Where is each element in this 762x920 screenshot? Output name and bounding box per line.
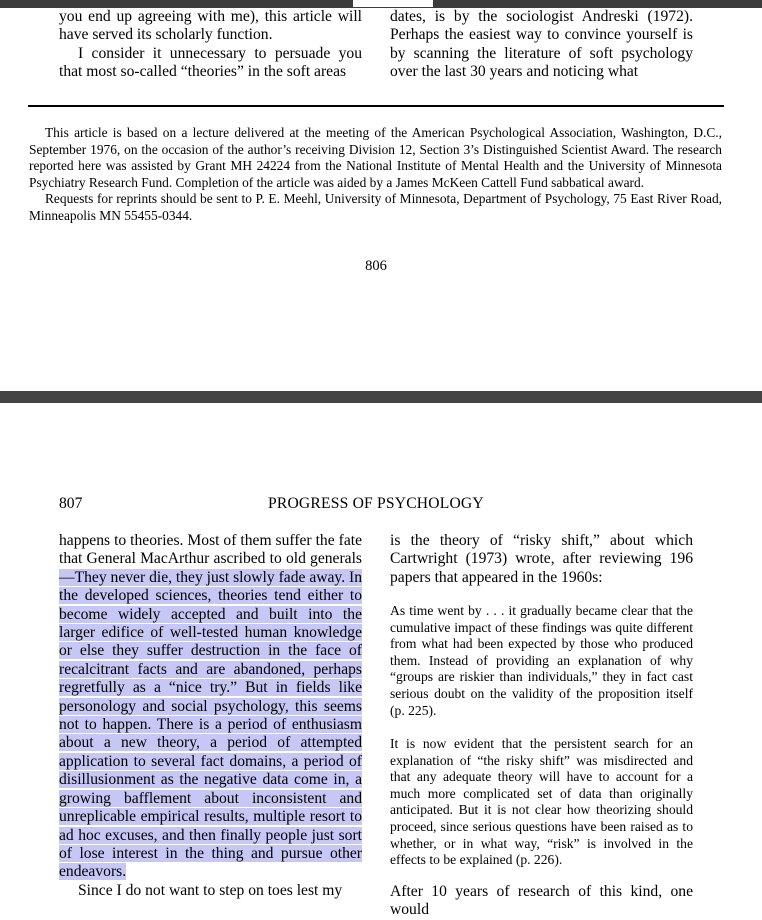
viewer-top-tab — [352, 0, 434, 8]
left-plain-text: happens to theories. Most of them suffer the fate that General MacArthur ascribed to old generals — [59, 532, 362, 568]
page-807-left-column — [59, 532, 362, 900]
page-806-left-column — [59, 8, 362, 82]
page-806 — [0, 8, 762, 391]
left-paragraph-start: I consider it unnecessary to persuade you that most so-called “theories” in the soft areas — [59, 44, 362, 81]
left-paragraph-end: you end up agreeing with me), this article will have served its scholarly function. — [59, 8, 362, 44]
page-gap — [0, 391, 762, 403]
viewer-top-bar — [0, 0, 762, 8]
footnote-acknowledgement: This article is based on a lecture delivered at the meeting of the American Psychological Association, Washington, D.C., September 1976, on the occasion of the author’s receiving Division 12, Section 3’s Distinguished Scientist Award. The research reported here was assisted by Grant MH 24224 from the National Institute of Mental Health and the University of Minnesota Psychiatry Research Fund. Completion of the article was aided by a James McKeen Cattell Fund sabbatical award. — [29, 125, 722, 190]
risky-shift-intro: is the theory of “risky shift,” about which Cartwright (1973) wrote, after reviewing 196 papers that appeared in the 1960s: — [390, 532, 693, 586]
highlighted-selection[interactable]: —They never die, they just slowly fade away. In the developed sciences, theories tend either to become widely accepted and built into the larger edifice of well-tested human knowledge or else they suffer destruction in the face of recalcitrant facts and are abandoned, perhaps regretfully as a “nice try.” But in fields like personology and social psychology, this seems not to happen. There is a period of enthusiasm about a new theory, a period of attempted application to several fact domains, a period of disillusionment as the negative data come in, a growing bafflement about inconsistent and unreplicable empirical results, multiple resort to ad hoc excuses, and then finally people just sort of lose interest in the thing and pursue other endeavors. — [59, 568, 362, 881]
footnote-rule — [28, 105, 724, 107]
page-number-806: 806 — [365, 258, 387, 274]
block-quote-1: As time went by . . . it gradually became clear that the cumulative impact of these findings was quite different from what had been expected by those who produced them. Instead of providing an explanation of why “groups are riskier than individuals,” they in fact cast serious doubt on the validity of the proposition itself (p. 225). — [390, 603, 693, 718]
left-paragraph[interactable] — [59, 532, 362, 882]
right-next-paragraph: After 10 years of research of this kind, one would — [390, 883, 693, 919]
block-quote-2: It is now evident that the persistent search for an explanation of “the risky shift” was misdirected and that any adequate theory will have to account for a much more complicated set of data than originally anticipated. But it is not clear how theorizing should proceed, since serious questions have been raised as to whether, or in what way, “risk” is involved in the effects to be explained (p. 226). — [390, 736, 693, 868]
left-next-paragraph: Since I do not want to step on toes lest my — [78, 881, 343, 899]
footnote-reprints: Requests for reprints should be sent to P. E. Meehl, University of Minnesota, Department of Psychology, 75 East River Road, Minneapolis MN 55455-0344. — [29, 191, 722, 223]
page-807-right-column-intro — [390, 532, 693, 587]
running-title: PROGRESS OF PSYCHOLOGY — [268, 495, 484, 512]
page-807 — [0, 403, 762, 919]
page-806-right-column — [390, 8, 693, 82]
right-paragraph: dates, is by the sociologist Andreski (1972). Perhaps the easiest way to convince yourself is by scanning the literature of soft psychology over the last 30 years and noticing what — [390, 8, 693, 81]
page-number-807: 807 — [59, 495, 83, 512]
footnote — [29, 125, 722, 225]
